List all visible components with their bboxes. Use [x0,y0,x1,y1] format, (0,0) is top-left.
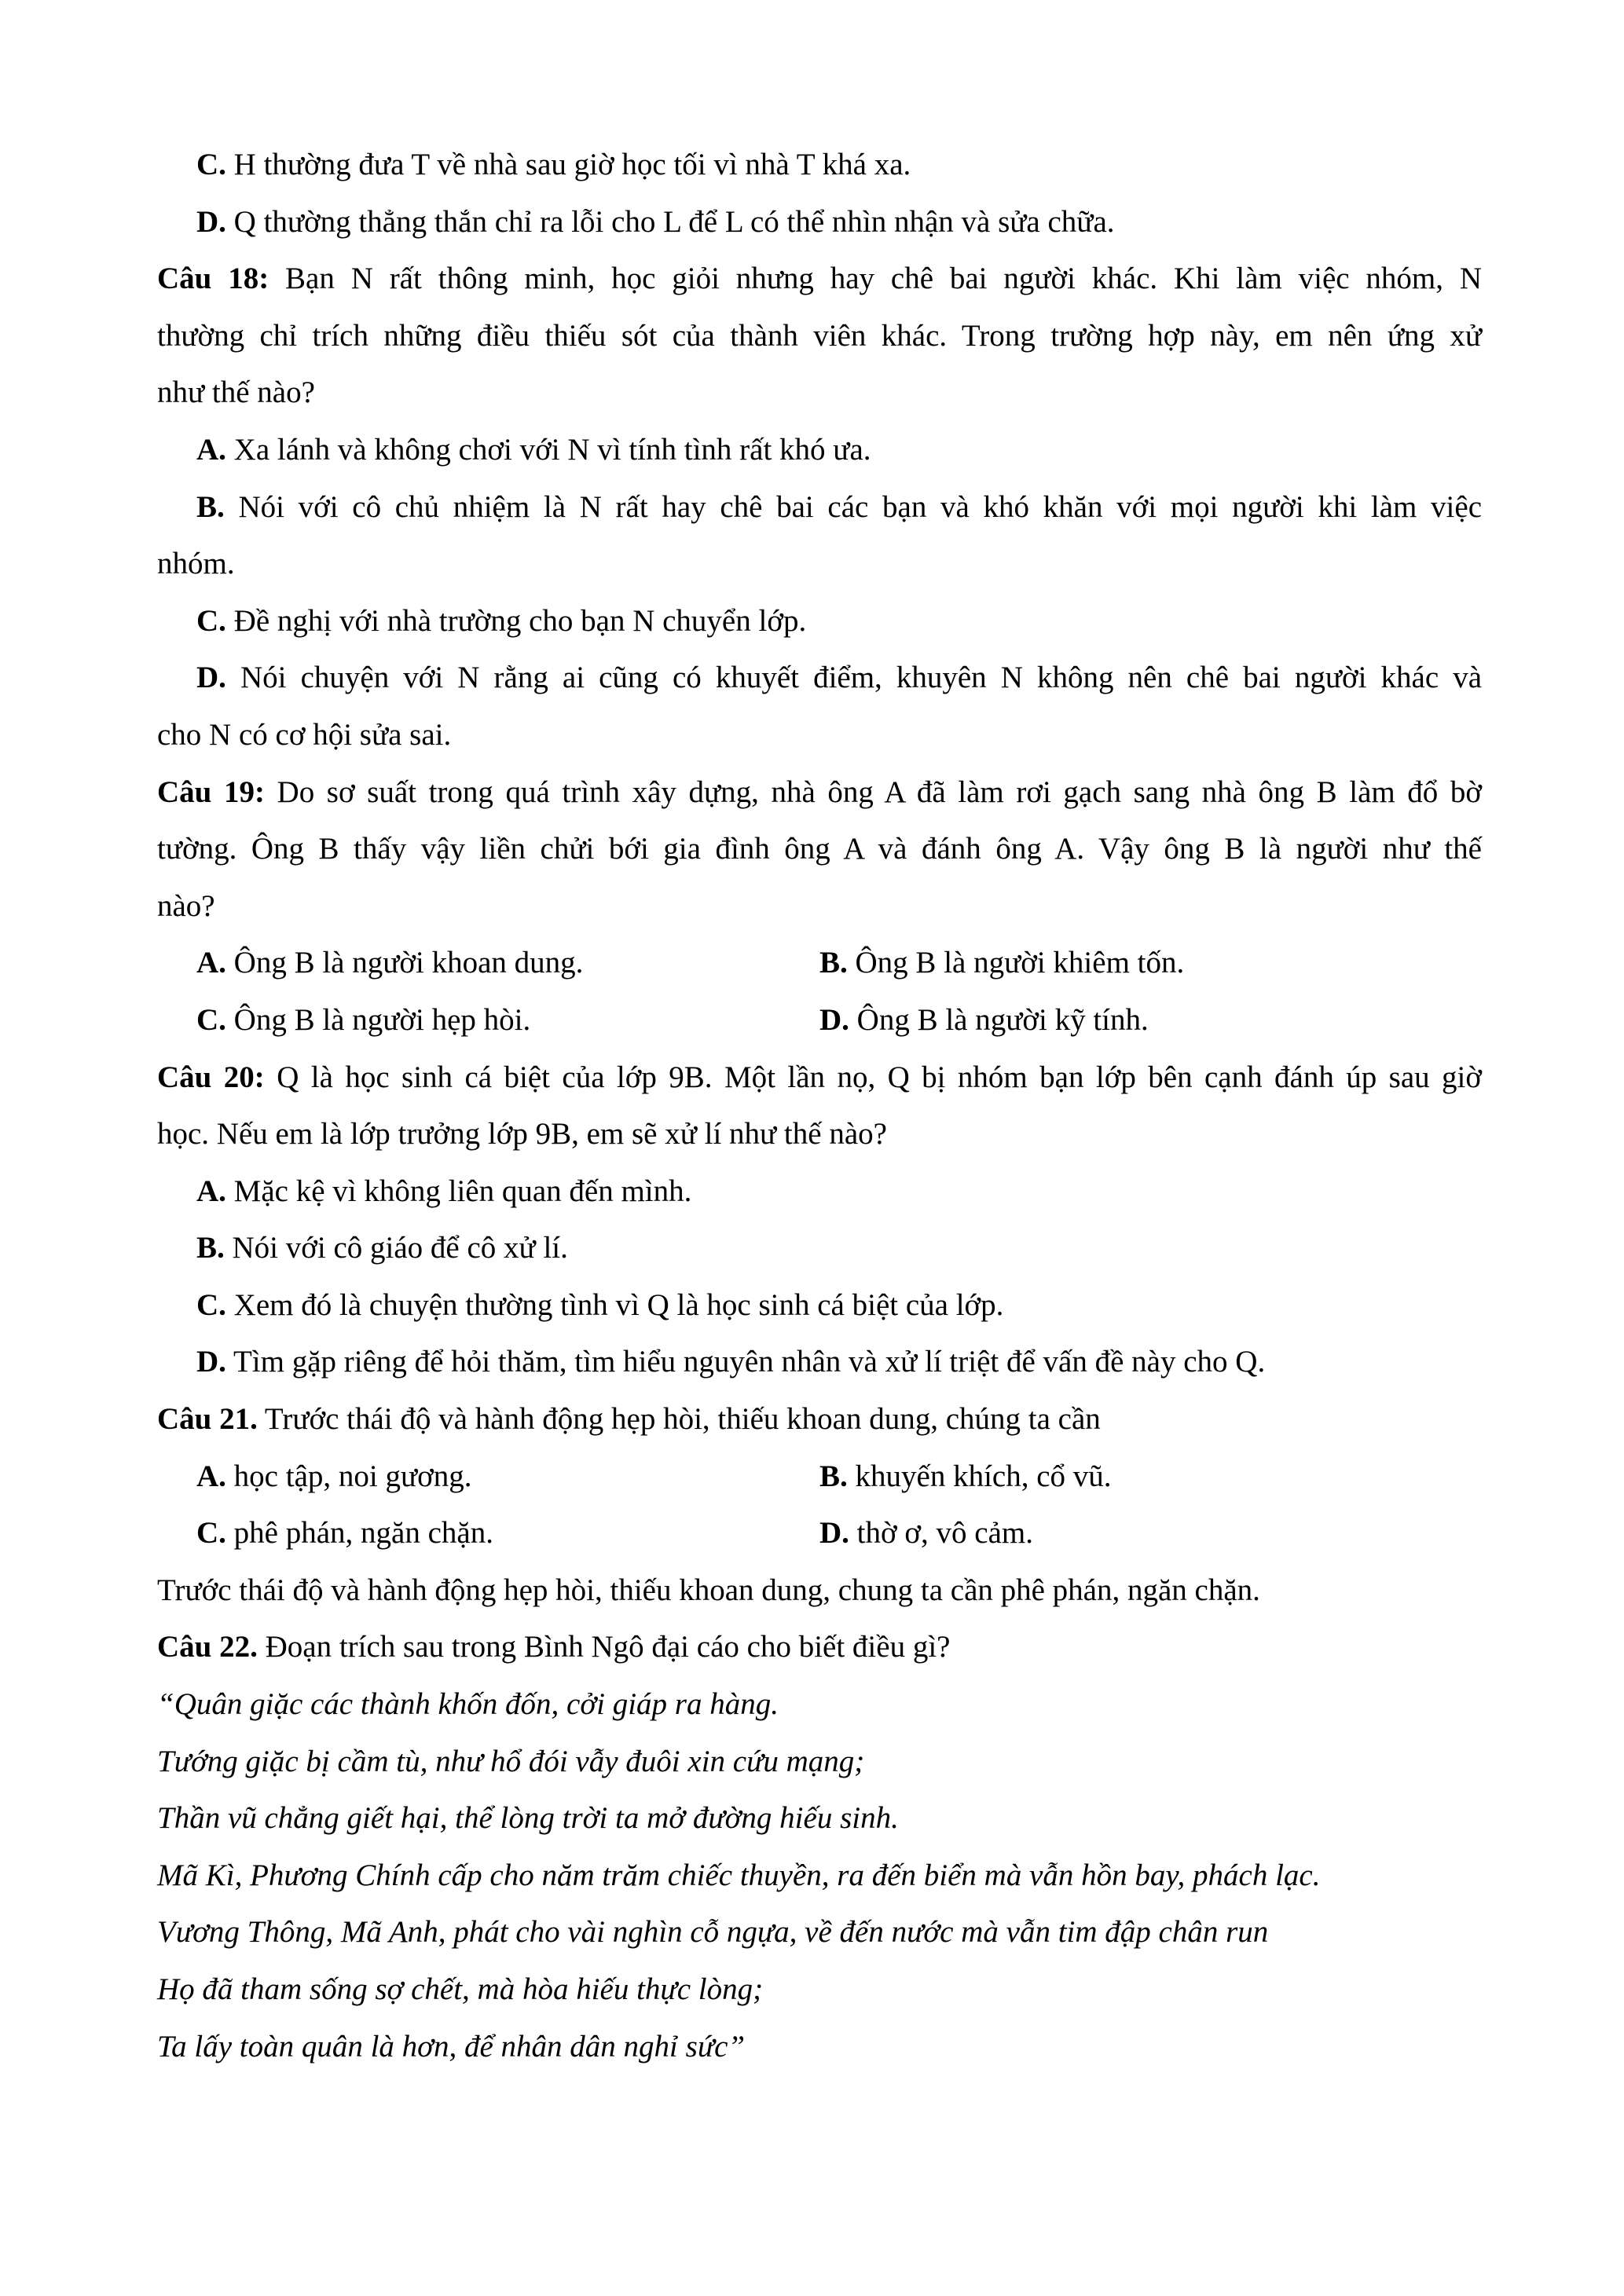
option-label: B. [196,1231,225,1265]
option-label: B. [196,489,225,524]
q18-option-a [157,422,1482,479]
q21-option-c [157,1505,819,1562]
option-text: Nói với cô giáo để cô xử lí. [232,1231,568,1265]
q20-stem-line: học. Nếu em là lớp trưởng lớp 9B, em sẽ xử lí như thế nào? [157,1117,887,1152]
option-label: D. [819,1516,849,1551]
option-text: Ông B là người khiêm tốn. [855,946,1185,980]
q19-option-d [819,992,1149,1049]
q19-stem-line: tường. Ông B thấy vậy liền chửi bới gia đình ông A và đánh ông A. Vậy ông B là người như thế [157,832,1482,866]
option-text: Q thường thẳng thắn chỉ ra lỗi cho L để L có thể nhìn nhận và sửa chữa. [233,204,1115,239]
q19-stem-line: nào? [157,888,215,923]
option-text: Xa lánh và không chơi với N vì tính tình rất khó ưa. [233,432,871,467]
option-text: Nói chuyện với N rằng ai cũng có khuyết điểm, khuyên N không nên chê bai người khác và [240,661,1483,695]
q18-option-b [157,479,1482,536]
option-text: Ông B là người hẹp hòi. [233,1002,531,1037]
q19-option-a [157,935,819,992]
q19-options-row [157,992,1482,1049]
q21-option-a [157,1448,819,1506]
q20-stem-line [157,1049,1482,1107]
q21-option-b [819,1448,1112,1506]
q19-option-b [819,935,1184,992]
stem-text: Q là học sinh cá biệt của lớp 9B. Một lần nọ, Q bị nhóm bạn lớp bên cạnh đánh úp sau giờ [277,1060,1483,1094]
q21-stem-line [157,1391,1482,1448]
q17-option-c [157,137,1482,194]
stem-text: Đoạn trích sau trong Bình Ngô đại cáo cho biết điều gì? [265,1630,951,1664]
q19-stem-line [157,764,1482,822]
q21-options-row [157,1505,1482,1562]
option-label: C. [196,1002,226,1037]
option-text: học tập, noi gương. [233,1459,472,1493]
option-text: Mặc kệ vì không liên quan đến mình. [233,1174,692,1208]
question-label: Câu 22. [157,1630,258,1664]
q21-options-row [157,1448,1482,1506]
stem-text: Bạn N rất thông minh, học giỏi nhưng hay chê bai người khác. Khi làm việc nhóm, N [285,262,1483,296]
q19-option-c [157,992,819,1049]
quote-line: Tướng giặc bị cầm tù, như hổ đói vẫy đuôi xin cứu mạng; [157,1744,865,1778]
stem-text: Trước thái độ và hành động hẹp hòi, thiếu khoan dung, chúng ta cần [264,1402,1101,1437]
q17-option-d [157,194,1482,251]
q20-option-c [157,1277,1482,1335]
quote-line: “Quân giặc các thành khốn đốn, cởi giáp ra hàng. [157,1687,779,1722]
option-text: phê phán, ngăn chặn. [233,1516,493,1551]
option-label: C. [196,148,226,181]
option-label: A. [196,1174,226,1208]
q21-explanation: Trước thái độ và hành động hẹp hòi, thiếu khoan dung, chung ta cần phê phán, ngăn chặn. [157,1573,1260,1607]
option-text: Nói với cô chủ nhiệm là N rất hay chê bai các bạn và khó khăn với mọi người khi làm việc [238,489,1483,524]
quote-line: Thần vũ chẳng giết hại, thể lòng trời ta mở đường hiếu sinh. [157,1801,899,1836]
quote-line: Vương Thông, Mã Anh, phát cho vài nghìn cỗ ngựa, về đến nước mà vẫn tim đập chân run [157,1915,1269,1950]
q20-option-b [157,1220,1482,1277]
option-text: khuyến khích, cổ vũ. [855,1459,1112,1493]
q18-option-b-cont: nhóm. [157,547,235,581]
quote-line: Mã Kì, Phương Chính cấp cho năm trăm chiếc thuyền, ra đến biển mà vẫn hồn bay, phách lạc. [157,1858,1321,1892]
option-label: D. [819,1002,849,1037]
option-label: D. [196,661,226,695]
option-label: D. [196,1345,226,1379]
option-text: Ông B là người khoan dung. [233,946,584,980]
option-text: H thường đưa T về nhà sau giờ học tối vì nhà T khá xa. [233,148,911,181]
option-text: Ông B là người kỹ tính. [856,1002,1149,1037]
option-text: Đề nghị với nhà trường cho bạn N chuyển lớp. [233,603,807,638]
q20-option-d [157,1334,1482,1391]
question-label: Câu 18: [157,262,269,296]
option-text: thờ ơ, vô cảm. [856,1516,1033,1551]
q20-option-a [157,1163,1482,1221]
q18-option-d [157,650,1482,707]
option-label: B. [819,1459,848,1493]
quote-line: Họ đã tham sống sợ chết, mà hòa hiếu thực lòng; [157,1972,764,2006]
option-label: B. [819,946,848,980]
q18-stem-line: thường chỉ trích những điều thiếu sót của thành viên khác. Trong trường hợp này, em nên ứng xử [157,318,1482,353]
option-label: C. [196,1287,226,1322]
q18-stem-line: như thế nào? [157,375,315,410]
q19-options-row [157,935,1482,992]
q18-option-c [157,593,1482,650]
option-text: Xem đó là chuyện thường tình vì Q là học sinh cá biệt của lớp. [233,1287,1004,1322]
option-label: A. [196,1459,226,1493]
option-label: C. [196,603,226,638]
stem-text: Do sơ suất trong quá trình xây dựng, nhà ông A đã làm rơi gạch sang nhà ông B làm đổ bờ [277,774,1483,809]
question-label: Câu 21. [157,1402,258,1437]
document-page [157,137,1482,2075]
q18-stem-line [157,251,1482,308]
option-label: D. [196,204,226,239]
quote-line: Ta lấy toàn quân là hơn, để nhân dân nghỉ sức” [157,2029,746,2063]
option-label: A. [196,432,226,467]
option-text: Tìm gặp riêng để hỏi thăm, tìm hiểu nguyên nhân và xử lí triệt để vấn đề này cho Q. [233,1345,1266,1379]
question-label: Câu 20: [157,1060,265,1094]
q21-option-d [819,1505,1033,1562]
q22-stem-line [157,1619,1482,1676]
q18-option-d-cont: cho N có cơ hội sửa sai. [157,717,452,752]
question-label: Câu 19: [157,774,265,809]
option-label: A. [196,946,226,980]
option-label: C. [196,1516,226,1551]
